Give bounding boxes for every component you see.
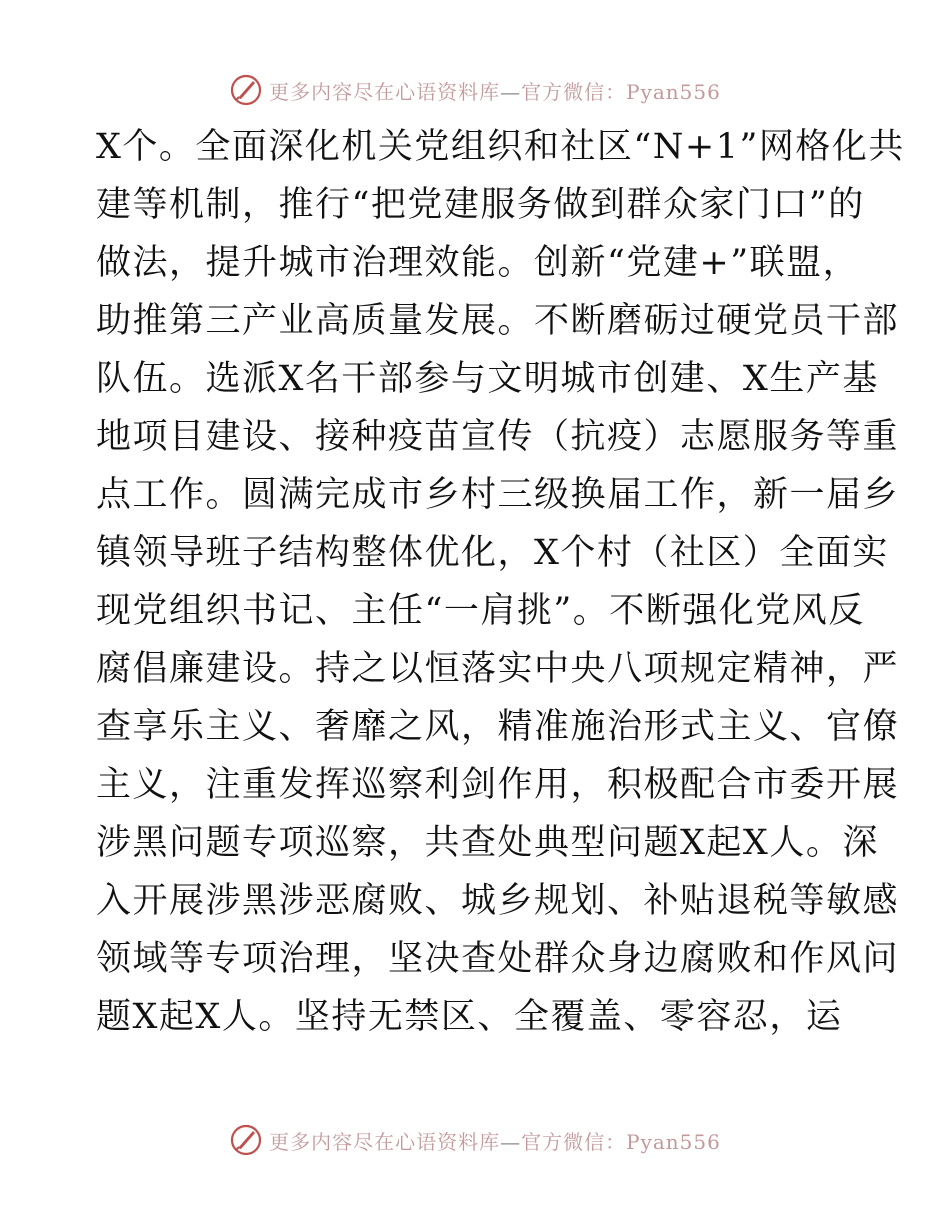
text-line: 题X起X人。坚持无禁区、全覆盖、零容忍，运 xyxy=(96,997,843,1037)
header-banner xyxy=(0,70,950,110)
text-line: 队伍。选派X名干部参与文明城市创建、X生产基 xyxy=(96,359,879,399)
footer-banner-text: 更多内容尽在心语资料库—官方微信：Pyan556 xyxy=(269,1129,721,1154)
quill-circle-icon xyxy=(229,73,263,107)
text-line: 地项目建设、接种疫苗宣传（抗疫）志愿服务等重 xyxy=(96,417,900,457)
text-line: X个。全面深化机关党组织和社区“N+1”网格化共 xyxy=(96,127,905,167)
text-line: 镇领导班子结构整体优化，X个村（社区）全面实 xyxy=(96,533,889,573)
text-line: 建等机制，推行“把党建服务做到群众家门口”的 xyxy=(96,185,865,225)
footer-banner xyxy=(0,1120,950,1160)
quill-circle-icon xyxy=(229,1123,263,1157)
text-line: 入开展涉黑涉恶腐败、城乡规划、补贴退税等敏感 xyxy=(96,881,900,921)
text-line: 做法，提升城市治理效能。创新“党建+”联盟， xyxy=(96,243,860,283)
text-line: 涉黑问题专项巡察，共查处典型问题X起X人。深 xyxy=(96,823,879,863)
text-line: 领域等专项治理，坚决查处群众身边腐败和作风问 xyxy=(96,939,900,979)
text-line: 主义，注重发挥巡察利剑作用，积极配合市委开展 xyxy=(96,765,900,805)
text-line: 点工作。圆满完成市乡村三级换届工作，新一届乡 xyxy=(96,475,900,515)
text-line: 现党组织书记、主任“一肩挑”。不断强化党风反 xyxy=(96,591,865,631)
text-line: 查享乐主义、奢靡之风，精准施治形式主义、官僚 xyxy=(96,707,900,747)
header-banner-text: 更多内容尽在心语资料库—官方微信：Pyan556 xyxy=(269,79,721,104)
document-body xyxy=(96,118,905,1046)
text-line: 腐倡廉建设。持之以恒落实中央八项规定精神，严 xyxy=(96,649,900,689)
text-line: 助推第三产业高质量发展。不断磨砺过硬党员干部 xyxy=(96,301,900,341)
